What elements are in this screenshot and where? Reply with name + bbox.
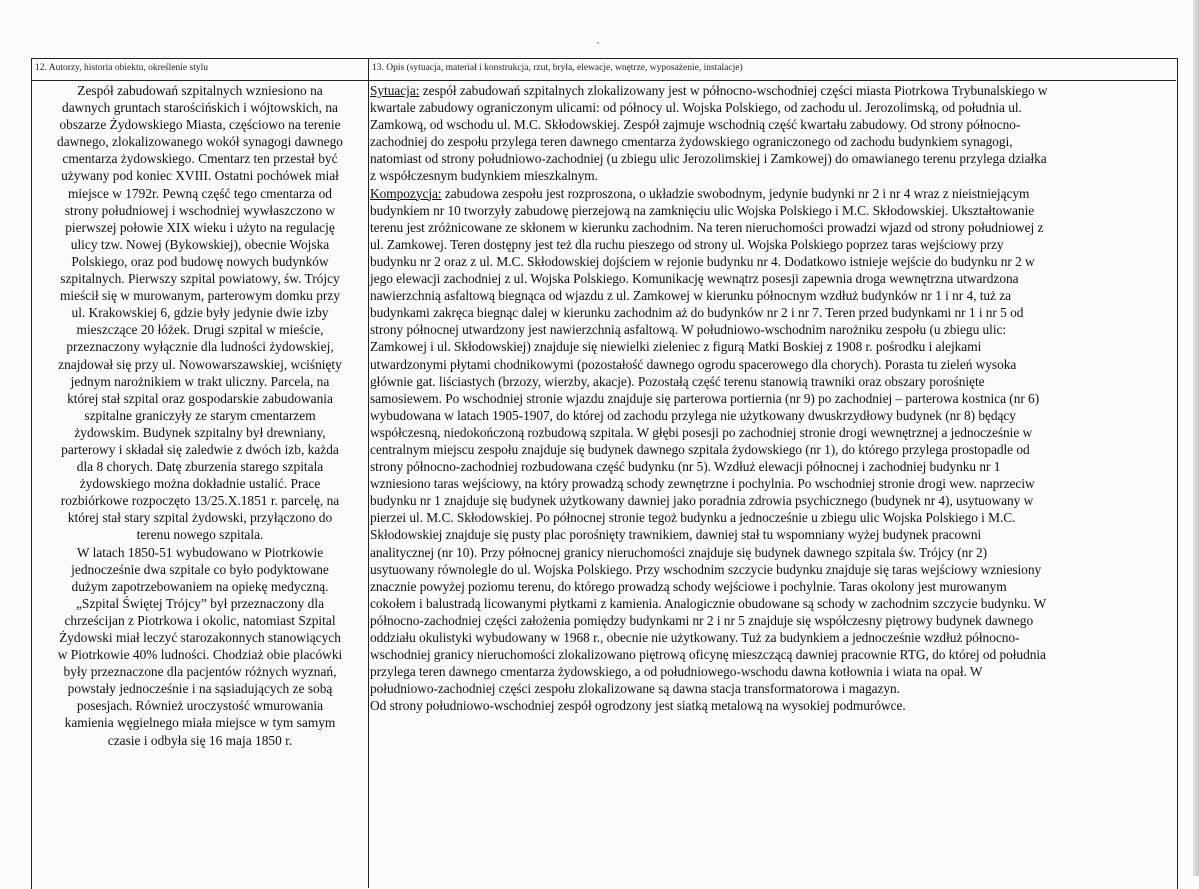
scan-edge	[1193, 0, 1199, 876]
history-line: mieścił się w murowanym, parterowym domku przy	[59, 288, 341, 304]
description-line: wzniesiono taras wejściowy, na który prowadzą schody zewnętrzne i pochylnia. Po wschodniej stronie drogi wew. naprzeciw	[370, 476, 1035, 492]
description-line: północno-zachodniej części założenia pomiędzy budynkami nr 2 i nr 5 znajduje się współczesny piętrowy budynek dawnego	[370, 612, 1034, 628]
description-line: nawierzchnią asfaltową biegnąca od wjazdu z ul. Zamkowej w kierunku północnym wzdłuż budynków nr 1 i nr 4, tuż za	[370, 288, 1011, 304]
description-line: budynkiem nr 10 tworzyły zabudowę pierzejową na zamknięciu ulic Wojska Polskiego i M.C. Skłodowskiej. Ukształtowanie	[370, 202, 1035, 218]
history-line: Zespół zabudowań szpitalnych wzniesiono na	[77, 83, 323, 98]
history-line: „Szpital Świętej Trójcy” był przeznaczony dla	[75, 595, 325, 611]
description-line: samosiewem. Po wschodniej stronie wjazdu znajduje się parterowa portiernia (nr 9) po zachodniej – parterowa kostnica (nr 6)	[370, 390, 1040, 406]
description-line: natomiast od strony południowo-zachodniej (u zbiegu ulic Jerozolimskiej i Zamkowej) do omawianego terenu przylega działka	[370, 151, 1047, 167]
description-line: współczesną, niedokończoną rozbudową szpitala. W głębi posesji po zachodniej stronie drogi wewnętrznej a jednocześnie w	[370, 424, 1033, 440]
history-line: Polskiego, oraz pod budowę nowych budynków	[71, 253, 329, 269]
description-line: wybudowana w latach 1905-1907, do której od zachodu przylega nie użytkowany dwuskrzydłowy budynek (nr 8) będący	[370, 407, 1016, 423]
description-line-text: zabudowa zespołu jest rozproszona, o układzie swobodnym, jedynie budynki nr 2 i nr 4 wraz z nieistniejącym	[441, 185, 1030, 201]
history-line: parterowy i składał się zaledwie z dwóch izb, każda	[61, 441, 339, 457]
history-line: przeznaczony wyłącznie dla ludności żydowskiej,	[66, 339, 334, 355]
history-line: ul. Krakowskiej 6, gdzie były jedynie dwie izby	[71, 305, 329, 321]
description-line: zachodniej do zespołu przylega teren dawnego cmentarza żydowskiego ograniczonego od zachodu budynkiem synagogi,	[370, 134, 1013, 150]
situation-label: Sytuacja:	[370, 83, 420, 98]
description-line: Skłodowskiej znajduje się pusty plac porośnięty trawnikiem, dawniej stał tu wspomniany wyżej budynek pracowni	[370, 527, 982, 543]
history-line: żydowskim. Budynek szpitalny był drewniany,	[74, 424, 326, 440]
history-line: szpitalne graniczyły ze starym cmentarzem	[84, 407, 316, 423]
history-line: W latach 1850-51 wybudowano w Piotrkowie	[76, 544, 324, 560]
description-line: południowo-zachodniej części zespołu zlokalizowane są dawna stacja transformatorowa i magazyn.	[370, 681, 900, 697]
history-line: ulicy tzw. Nowej (Bykowskiej), obecnie Wojska	[70, 236, 330, 252]
history-line: czasie i odbyła się 16 maja 1850 r.	[107, 732, 293, 748]
history-line: obszarze Żydowskiego Miasta, częściowo na terenie	[59, 117, 341, 133]
description-line: terenu jest zróżnicowane ze skłonem w kierunku zachodnim. Na teren nieruchomości prowadzi wjazd od strony południowej z	[370, 219, 1044, 235]
composition-label: Kompozycja:	[370, 185, 442, 201]
history-line: posesjach. Również uroczystość wmurowania	[76, 698, 324, 714]
description-line: budynku nr 2 oraz z ul. M.C. Skłodowskiej dojściem w rejonie budynku nr 4. Dodatkowo istnieje wejście do budynku nr 2 w	[370, 253, 1035, 269]
history-line: były przeznaczone dla pacjentów różnych wyznań,	[63, 664, 337, 680]
history-line: dawnego, zlokalizowanego wokół synagogi dawnego	[57, 134, 343, 150]
section-12-header: 12. Autorzy, historia obiektu, określenie stylu	[35, 63, 208, 73]
description-line	[370, 185, 1173, 202]
history-line: chrześcijan z Piotrkowa i okolic, natomiast Szpital	[64, 612, 336, 628]
description-line: cokołem i balustradą licowanymi płytkami z kamienia. Analogicznie obudowane są schody w zachodnim szczycie budynku. W	[370, 595, 1047, 611]
history-line: mieszczące 20 łóżek. Drugi szpital w mieście,	[76, 322, 324, 338]
description-line: budynkami zakręca biegnąc dalej w kierunku zachodnim aż do budynków nr 2 i nr 7. Teren przed budynkami nr 1 i nr 5 od	[370, 305, 1024, 321]
description-line: Zamkową, od wschodu ul. M.C. Skłodowskiej. Zespół zajmuje wschodnią część kwartału zabudowy. Od strony północno-	[370, 117, 1021, 133]
history-line: miejsce w 1792r. Pewną część tego cmentarza od	[68, 185, 332, 201]
description-line: centralnym miejscu zespołu znajduje się budynek dawnego szpitala żydowskiego (nr 1), do którego przylega prostopadle od	[370, 441, 1030, 457]
description-line: utwardzonymi płytami chodnikowymi (pozostałość dawnego ogrodu spacerowego dla chorych). Porasta tu zieleń wysoka	[370, 356, 1017, 372]
description-line: przylega teren dawnego cmentarza żydowskiego, a od południowego-wschodu dawna kotłownia i wiata na opał. W	[370, 664, 983, 680]
description-text	[370, 82, 1173, 714]
header-divider	[31, 80, 1176, 81]
description-line: znacznie powyżej poziomu terenu, do którego prowadzą schody wejściowe i pochylnie. Taras okolony jest murowanym	[370, 578, 1007, 594]
description-line: kwartale zabudowy ograniczonym ulicami: od północy ul. Wojska Polskiego, od zachodu ul. Jerozolimską, od południa ul.	[370, 100, 1022, 116]
description-line: pierzei ul. M.C. Skłodowskiej. Po północnej stronie tegoż budynku a jednocześnie u zbiegu ulic Wojska Polskiego i M.C.	[370, 510, 1016, 526]
history-line: dużym zapotrzebowaniem na opiekę medyczną.	[71, 578, 329, 594]
history-line: dla 8 chorych. Datę zburzenia starego szpitala	[76, 459, 324, 475]
history-line: znajdował się przy ul. Nowowarszawskiej, wciśnięty	[58, 356, 342, 372]
history-line: używany pod koniec XVIII. Ostatni pochówek miał	[61, 168, 339, 184]
description-line: jego elewacji zachodniej z ul. Wojska Polskiego. Komunikację wewnątrz posesji zapewnia droga wewnętrzna utwardzona	[370, 271, 1019, 287]
history-line: strony południowej i wschodniej wywłaszczono w	[64, 202, 336, 218]
column-divider	[368, 58, 369, 888]
history-line: której stał stary szpital żydowski, przyłączono do	[67, 510, 333, 526]
description-line: analitycznej (nr 10). Przy północnej granicy nieruchomości znajduje się budynek dawnego szpitala św. Trójcy (nr 2)	[370, 544, 988, 560]
description-line: Zamkowej i ul. Skłodowskiej) znajduje się niewielki zieleniec z figurą Matki Boskiej z 1908 r. pośrodku i alejkami	[370, 339, 982, 355]
description-line	[370, 82, 1173, 99]
description-line: oddziału okulistyki wybudowany w 1968 r., obecnie nie użytkowany. Tuż za budynkiem a jednocześnie wzdłuż północno-	[370, 630, 1020, 645]
scan-speck	[597, 42, 599, 44]
section-13-header: 13. Opis (sytuacja, materiał i konstrukcja, rzut, bryła, elewacje, wnętrze, wyposażenie, instalacje)	[372, 63, 743, 73]
history-line: cmentarza żydowskiego. Cmentarz ten przestał być	[62, 151, 338, 167]
history-line: jednym narożnikiem w trakt uliczny. Parcela, na	[70, 373, 330, 389]
description-line: z współczesnym budynkiem mieszkalnym.	[370, 168, 598, 184]
description-line: ul. Zamkowej. Teren dostępny jest też dla ruchu pieszego od strony ul. Wojska Polskiego poprzez taras wejściowy przy	[370, 236, 1004, 252]
history-line: rozbiórkowe rozpoczęto 13/25.X.1851 r. parcelę, na	[60, 493, 340, 509]
description-line: strony północnej utwardzony jest nawierzchnią asfaltową. W południowo-wschodnim narożniku zespołu (u zbiegu ulic:	[370, 322, 1007, 338]
history-line: dawnych gruntach starościńskich i wójtowskich, na	[62, 100, 338, 116]
history-line: w Piotrkowie 40% ludności. Chodziaż obie placówki	[57, 647, 343, 663]
history-line: pierwszej połowie XIX wieku i użyto na regulację	[65, 219, 335, 235]
history-line: terenu nowego szpitala.	[136, 527, 264, 543]
history-text	[33, 82, 367, 749]
description-line: budynku nr 1 znajduje się budynek użytkowany dawniej jako poradnia zdrowia psychicznego (budynek nr 4), usytuowany w	[370, 493, 1034, 509]
description-line: strony północno-zachodniej rozbudowana część budynku (nr 5). Wzdłuż elewacji północnej i zachodniej budynku nr 1	[370, 459, 1001, 475]
history-line: powstały jednocześnie i na sąsiadujących ze sobą	[67, 681, 333, 697]
description-line: usytuowany równolegle do ul. Wojska Polskiego. Przy wschodnim szczycie budynku znajduje się taras wejściowy wzniesiony	[370, 561, 1042, 577]
description-line-text: zespół zabudowań szpitalnych zlokalizowany jest w północno-wschodniej części miasta Piotrkowa Trybunalskiego w	[419, 83, 1048, 98]
history-line: której stał szpital oraz gospodarskie zabudowania	[67, 390, 333, 406]
history-line: kamienia węgielnego miała miejsce w tym samym	[64, 715, 336, 731]
history-line: jednocześnie dwa szpitale co było podyktowane	[71, 561, 329, 577]
history-line: Żydowski miał leczyć starozakonnych stanowiących	[59, 630, 341, 645]
history-line: żydowskiego można dokładnie ustalić. Prace	[79, 476, 321, 492]
history-line: szpitalnych. Pierwszy szpital powiatowy, św. Trójcy	[60, 271, 340, 287]
description-line: głównie gat. liściastych (brzozy, wierzby, akacje). Pozostałą część terenu stanowią trawniki oraz obszary porośnięte	[370, 373, 985, 389]
description-line: Od strony południowo-wschodniej zespół ogrodzony jest siatką metalową na wysokiej podmurówce.	[370, 698, 906, 714]
description-line: wschodniej granicy nieruchomości zlokalizowano piętrową oficynę mieszczącą dawniej pracownie RTG, do której od południa	[370, 647, 1046, 663]
